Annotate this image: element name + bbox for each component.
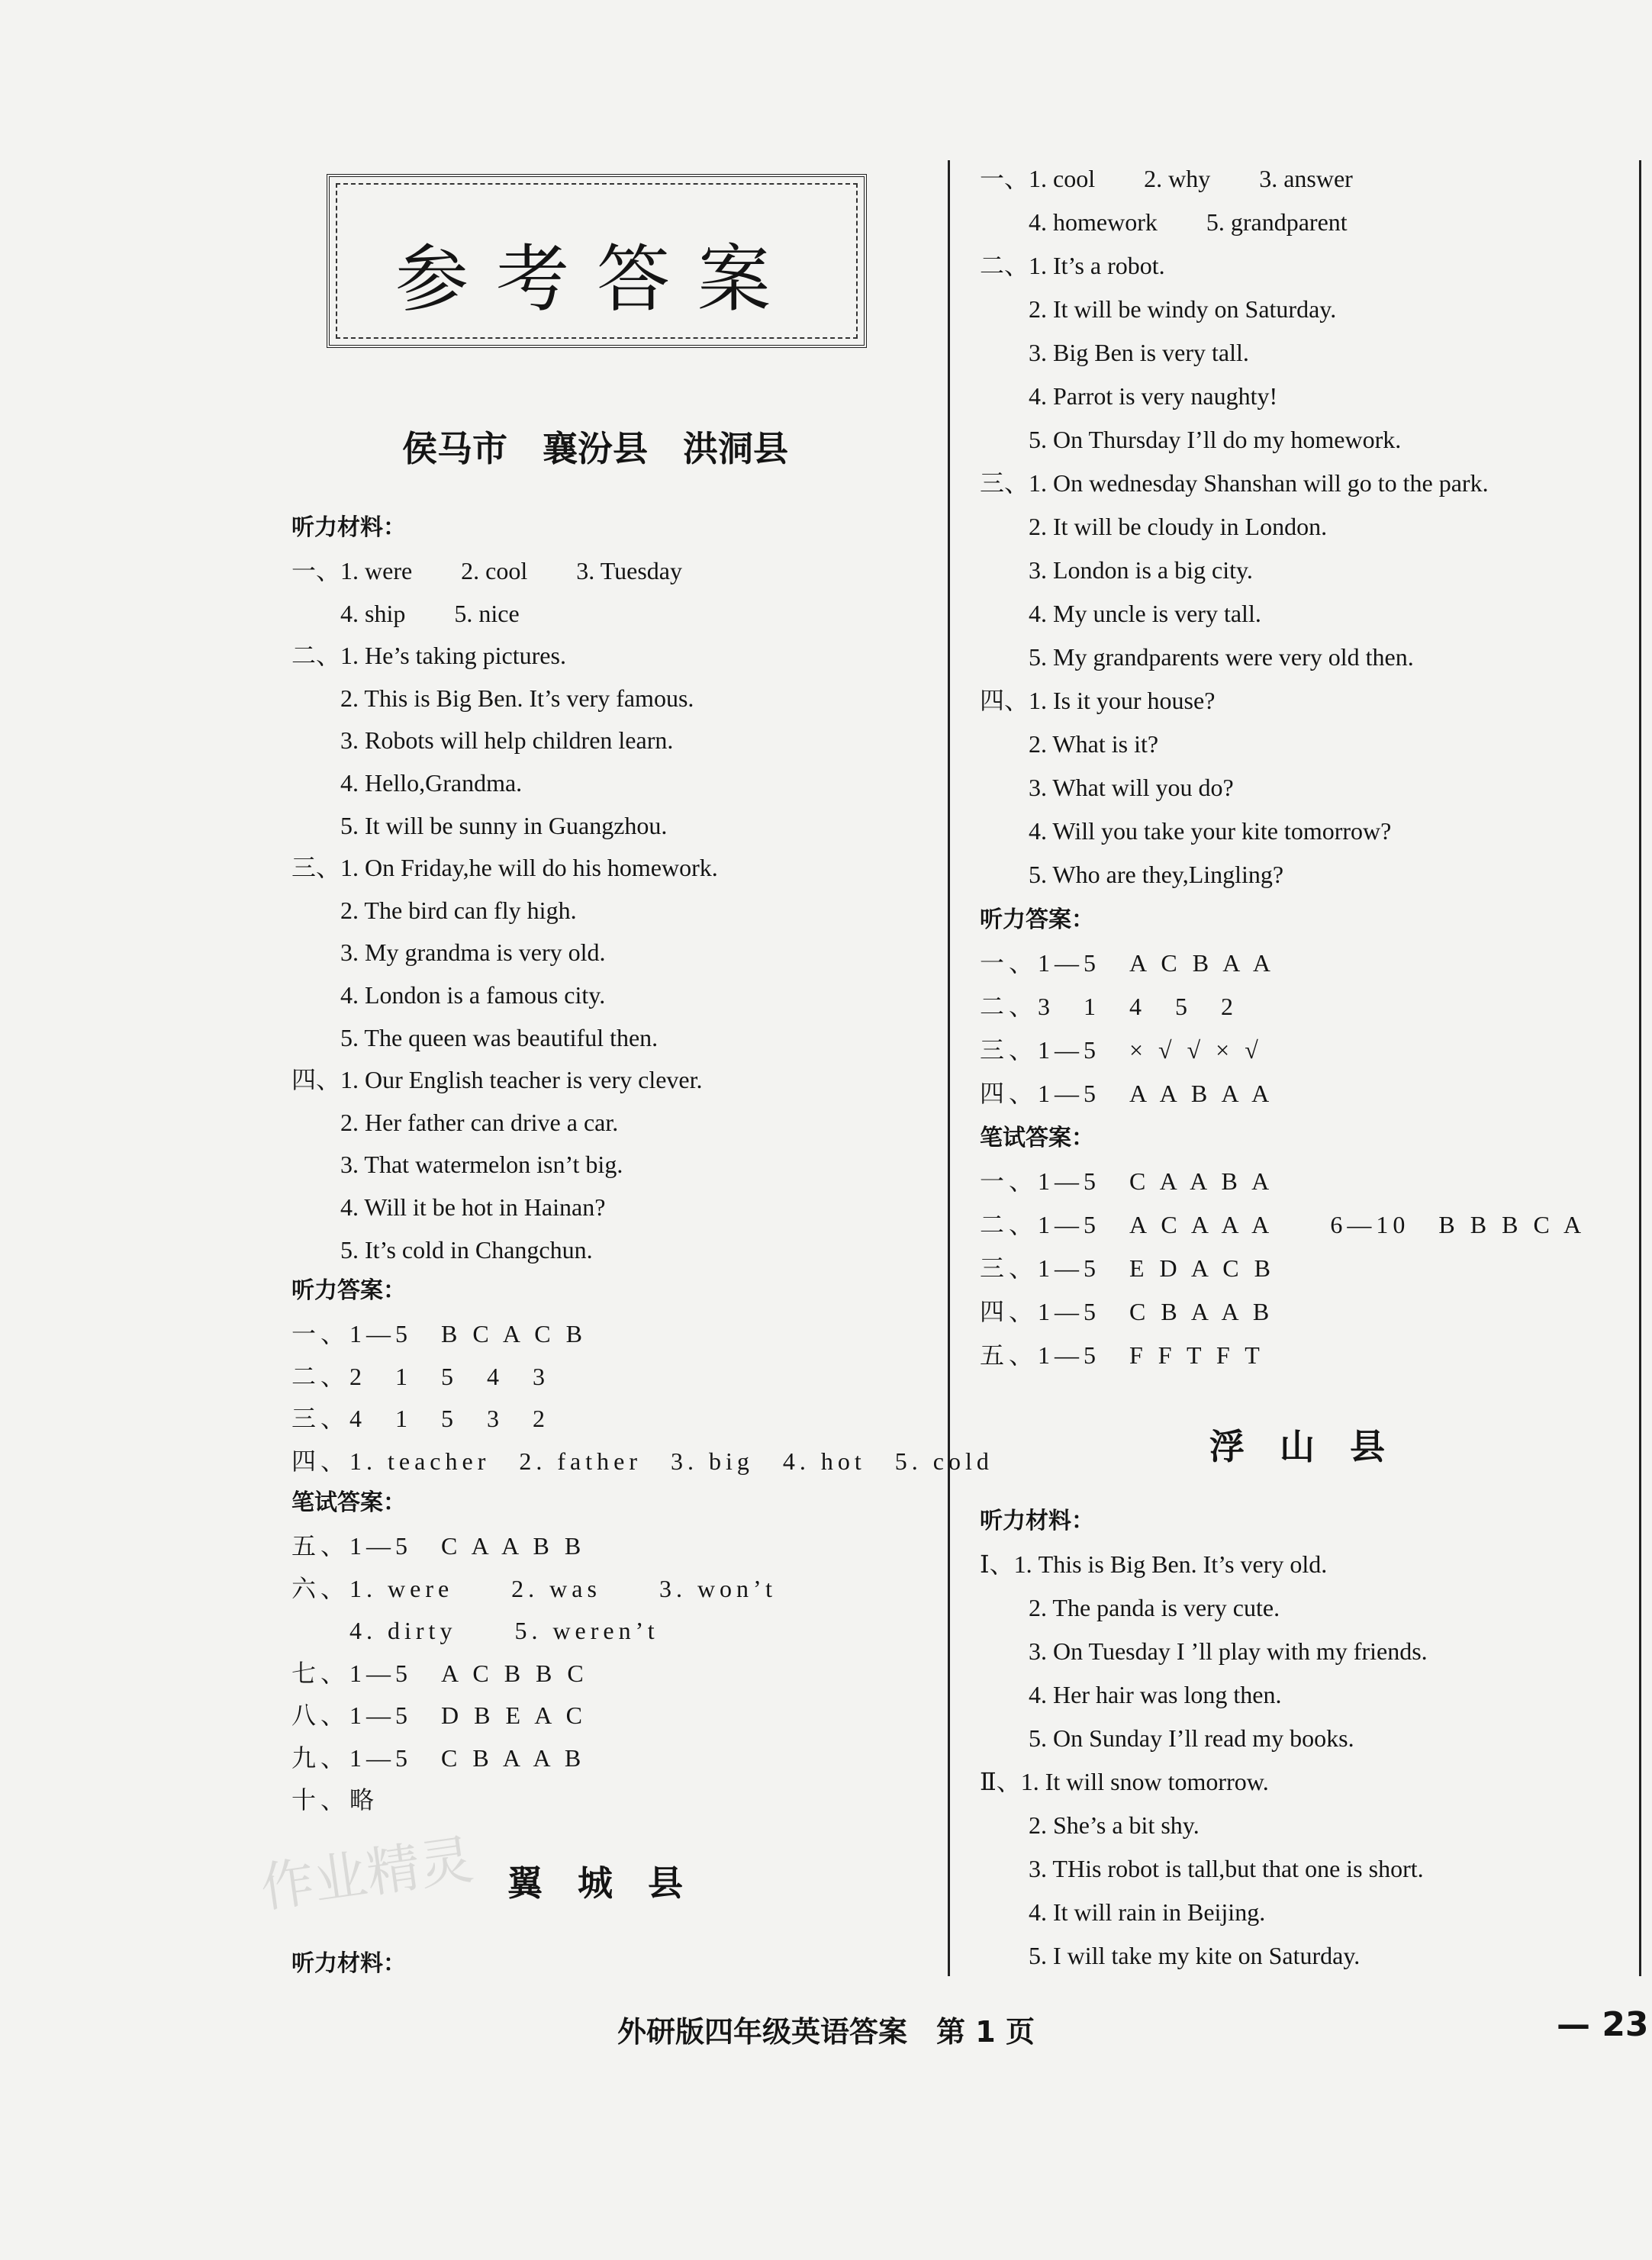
listening-answer-line-r-4: 四、1—5 A A B A A: [980, 1080, 1274, 1107]
answer-line-5: 3. Robots will help children learn.: [291, 726, 674, 755]
answer-line-4: 2. This is Big Ben. It’s very famous.: [291, 684, 694, 712]
answer-line-r-15: 3. What will you do?: [980, 774, 1234, 801]
listening-answer-line-2: 二、2 1 5 4 3: [291, 1362, 550, 1390]
answer-line-14: 2. Her father can drive a car.: [291, 1108, 619, 1136]
written-answer-line-r-5: 五、1—5 F F T F T: [980, 1341, 1264, 1369]
answer-line-r-4: 2. It will be windy on Saturday.: [980, 295, 1337, 323]
listening-material-label: 听力材料：: [291, 514, 406, 541]
written-answer-line-r-1: 一、1—5 C A A B A: [980, 1167, 1274, 1195]
page-title: 参考答案: [395, 237, 798, 322]
answer-line-16: 4. Will it be hot in Hainan?: [291, 1193, 606, 1221]
answer-line-fushan-3: 3. On Tuesday I ’ll play with my friends.: [980, 1637, 1428, 1665]
answer-line-10: 3. My grandma is very old.: [291, 938, 606, 967]
answer-line-2: 4. ship 5. nice: [291, 599, 520, 627]
answer-line-r-11: 4. My uncle is very tall.: [980, 600, 1261, 627]
section-heading-houma: 侯马市 襄汾县 洪洞县: [402, 428, 788, 469]
written-answer-label-2: 笔试答案：: [980, 1125, 1094, 1151]
answer-line-fushan-4: 4. Her hair was long then.: [980, 1681, 1282, 1708]
watermark: 作业精灵: [256, 1827, 478, 1920]
written-answer-line-r-3: 三、1—5 E D A C B: [980, 1254, 1275, 1282]
answer-line-fushan-9: 4. It will rain in Beijing.: [980, 1898, 1266, 1926]
answer-line-fushan-6: Ⅱ、1. It will snow tomorrow.: [980, 1768, 1269, 1795]
answer-line-13: 四、1. Our English teacher is very clever.: [291, 1066, 703, 1094]
answer-line-fushan-2: 2. The panda is very cute.: [980, 1594, 1280, 1621]
answer-line-fushan-10: 5. I will take my kite on Saturday.: [980, 1942, 1361, 1969]
listening-answer-line-r-1: 一、1—5 A C B A A: [980, 949, 1275, 977]
column-divider: [948, 160, 950, 1976]
written-answer-label: 笔试答案：: [291, 1489, 406, 1516]
title-box: [327, 174, 867, 348]
answer-line-17: 5. It’s cold in Changchun.: [291, 1235, 593, 1264]
answer-line-r-13: 四、1. Is it your house?: [980, 687, 1216, 714]
answer-line-3: 二、1. He’s taking pictures.: [291, 642, 566, 670]
answer-line-r-12: 5. My grandparents were very old then.: [980, 643, 1414, 671]
answer-line-fushan-7: 2. She’s a bit shy.: [980, 1811, 1200, 1839]
answer-line-r-9: 2. It will be cloudy in London.: [980, 513, 1328, 540]
listening-answer-line-3: 三、4 1 5 3 2: [291, 1405, 550, 1432]
listening-answer-line-r-3: 三、1—5 × √ √ × √: [980, 1036, 1263, 1064]
written-answer-line-7: 十、略: [291, 1786, 379, 1814]
answer-line-11: 4. London is a famous city.: [291, 981, 606, 1009]
page-number: — 23: [1557, 2005, 1649, 2044]
answer-line-r-10: 3. London is a big city.: [980, 556, 1253, 584]
listening-answer-label: 听力答案：: [291, 1277, 406, 1304]
answer-line-r-17: 5. Who are they,Lingling?: [980, 861, 1284, 888]
written-answer-line-r-2: 二、1—5 A C A A A 6—10 B B B C A: [980, 1211, 1586, 1238]
listening-material-label-3: 听力材料：: [980, 1508, 1094, 1534]
written-answer-line-3: 4. dirty 5. weren’t: [291, 1617, 659, 1644]
answer-line-r-3: 二、1. It’s a robot.: [980, 252, 1165, 279]
listening-answer-label-2: 听力答案：: [980, 906, 1094, 933]
answer-line-8: 三、1. On Friday,he will do his homework.: [291, 854, 718, 882]
answer-line-r-1: 一、1. cool 2. why 3. answer: [980, 165, 1353, 192]
written-answer-line-1: 五、1—5 C A A B B: [291, 1532, 586, 1560]
answer-line-r-14: 2. What is it?: [980, 730, 1159, 758]
listening-answer-line-r-2: 二、3 1 4 5 2: [980, 993, 1238, 1020]
section-heading-yicheng: 翼 城 县: [507, 1862, 683, 1904]
written-answer-line-5: 八、1—5 D B E A C: [291, 1701, 587, 1729]
answer-line-r-2: 4. homework 5. grandparent: [980, 208, 1348, 236]
written-answer-line-2: 六、1. were 2. was 3. won’t: [291, 1574, 778, 1602]
listening-answer-line-1: 一、1—5 B C A C B: [291, 1320, 587, 1347]
answer-line-fushan-5: 5. On Sunday I’ll read my books.: [980, 1724, 1354, 1752]
answer-line-fushan-8: 3. THis robot is tall,but that one is short.: [980, 1855, 1424, 1882]
right-edge-rule: [1639, 160, 1641, 1976]
answer-line-15: 3. That watermelon isn’t big.: [291, 1151, 623, 1179]
answer-line-12: 5. The queen was beautiful then.: [291, 1023, 659, 1051]
answer-line-fushan-1: Ⅰ、1. This is Big Ben. It’s very old.: [980, 1550, 1328, 1578]
answer-line-9: 2. The bird can fly high.: [291, 896, 577, 924]
written-answer-line-r-4: 四、1—5 C B A A B: [980, 1298, 1274, 1325]
listening-material-label-2: 听力材料：: [291, 1950, 406, 1977]
listening-answer-line-4: 四、1. teacher 2. father 3. big 4. hot 5. cold: [291, 1447, 993, 1475]
answer-line-r-7: 5. On Thursday I’ll do my homework.: [980, 426, 1402, 453]
answer-line-1: 一、1. were 2. cool 3. Tuesday: [291, 557, 682, 584]
page-footer: 外研版四年级英语答案 第 1 页: [617, 2015, 1035, 2049]
answer-line-r-16: 4. Will you take your kite tomorrow?: [980, 817, 1392, 845]
written-answer-line-6: 九、1—5 C B A A B: [291, 1743, 586, 1772]
answer-line-6: 4. Hello,Grandma.: [291, 769, 523, 797]
answer-line-7: 5. It will be sunny in Guangzhou.: [291, 811, 668, 839]
answer-line-r-8: 三、1. On wednesday Shanshan will go to the park.: [980, 469, 1489, 497]
written-answer-line-4: 七、1—5 A C B B C: [291, 1659, 588, 1687]
section-heading-fushan: 浮 山 县: [1209, 1426, 1385, 1467]
answer-line-r-6: 4. Parrot is very naughty!: [980, 382, 1278, 410]
answer-line-r-5: 3. Big Ben is very tall.: [980, 339, 1249, 366]
